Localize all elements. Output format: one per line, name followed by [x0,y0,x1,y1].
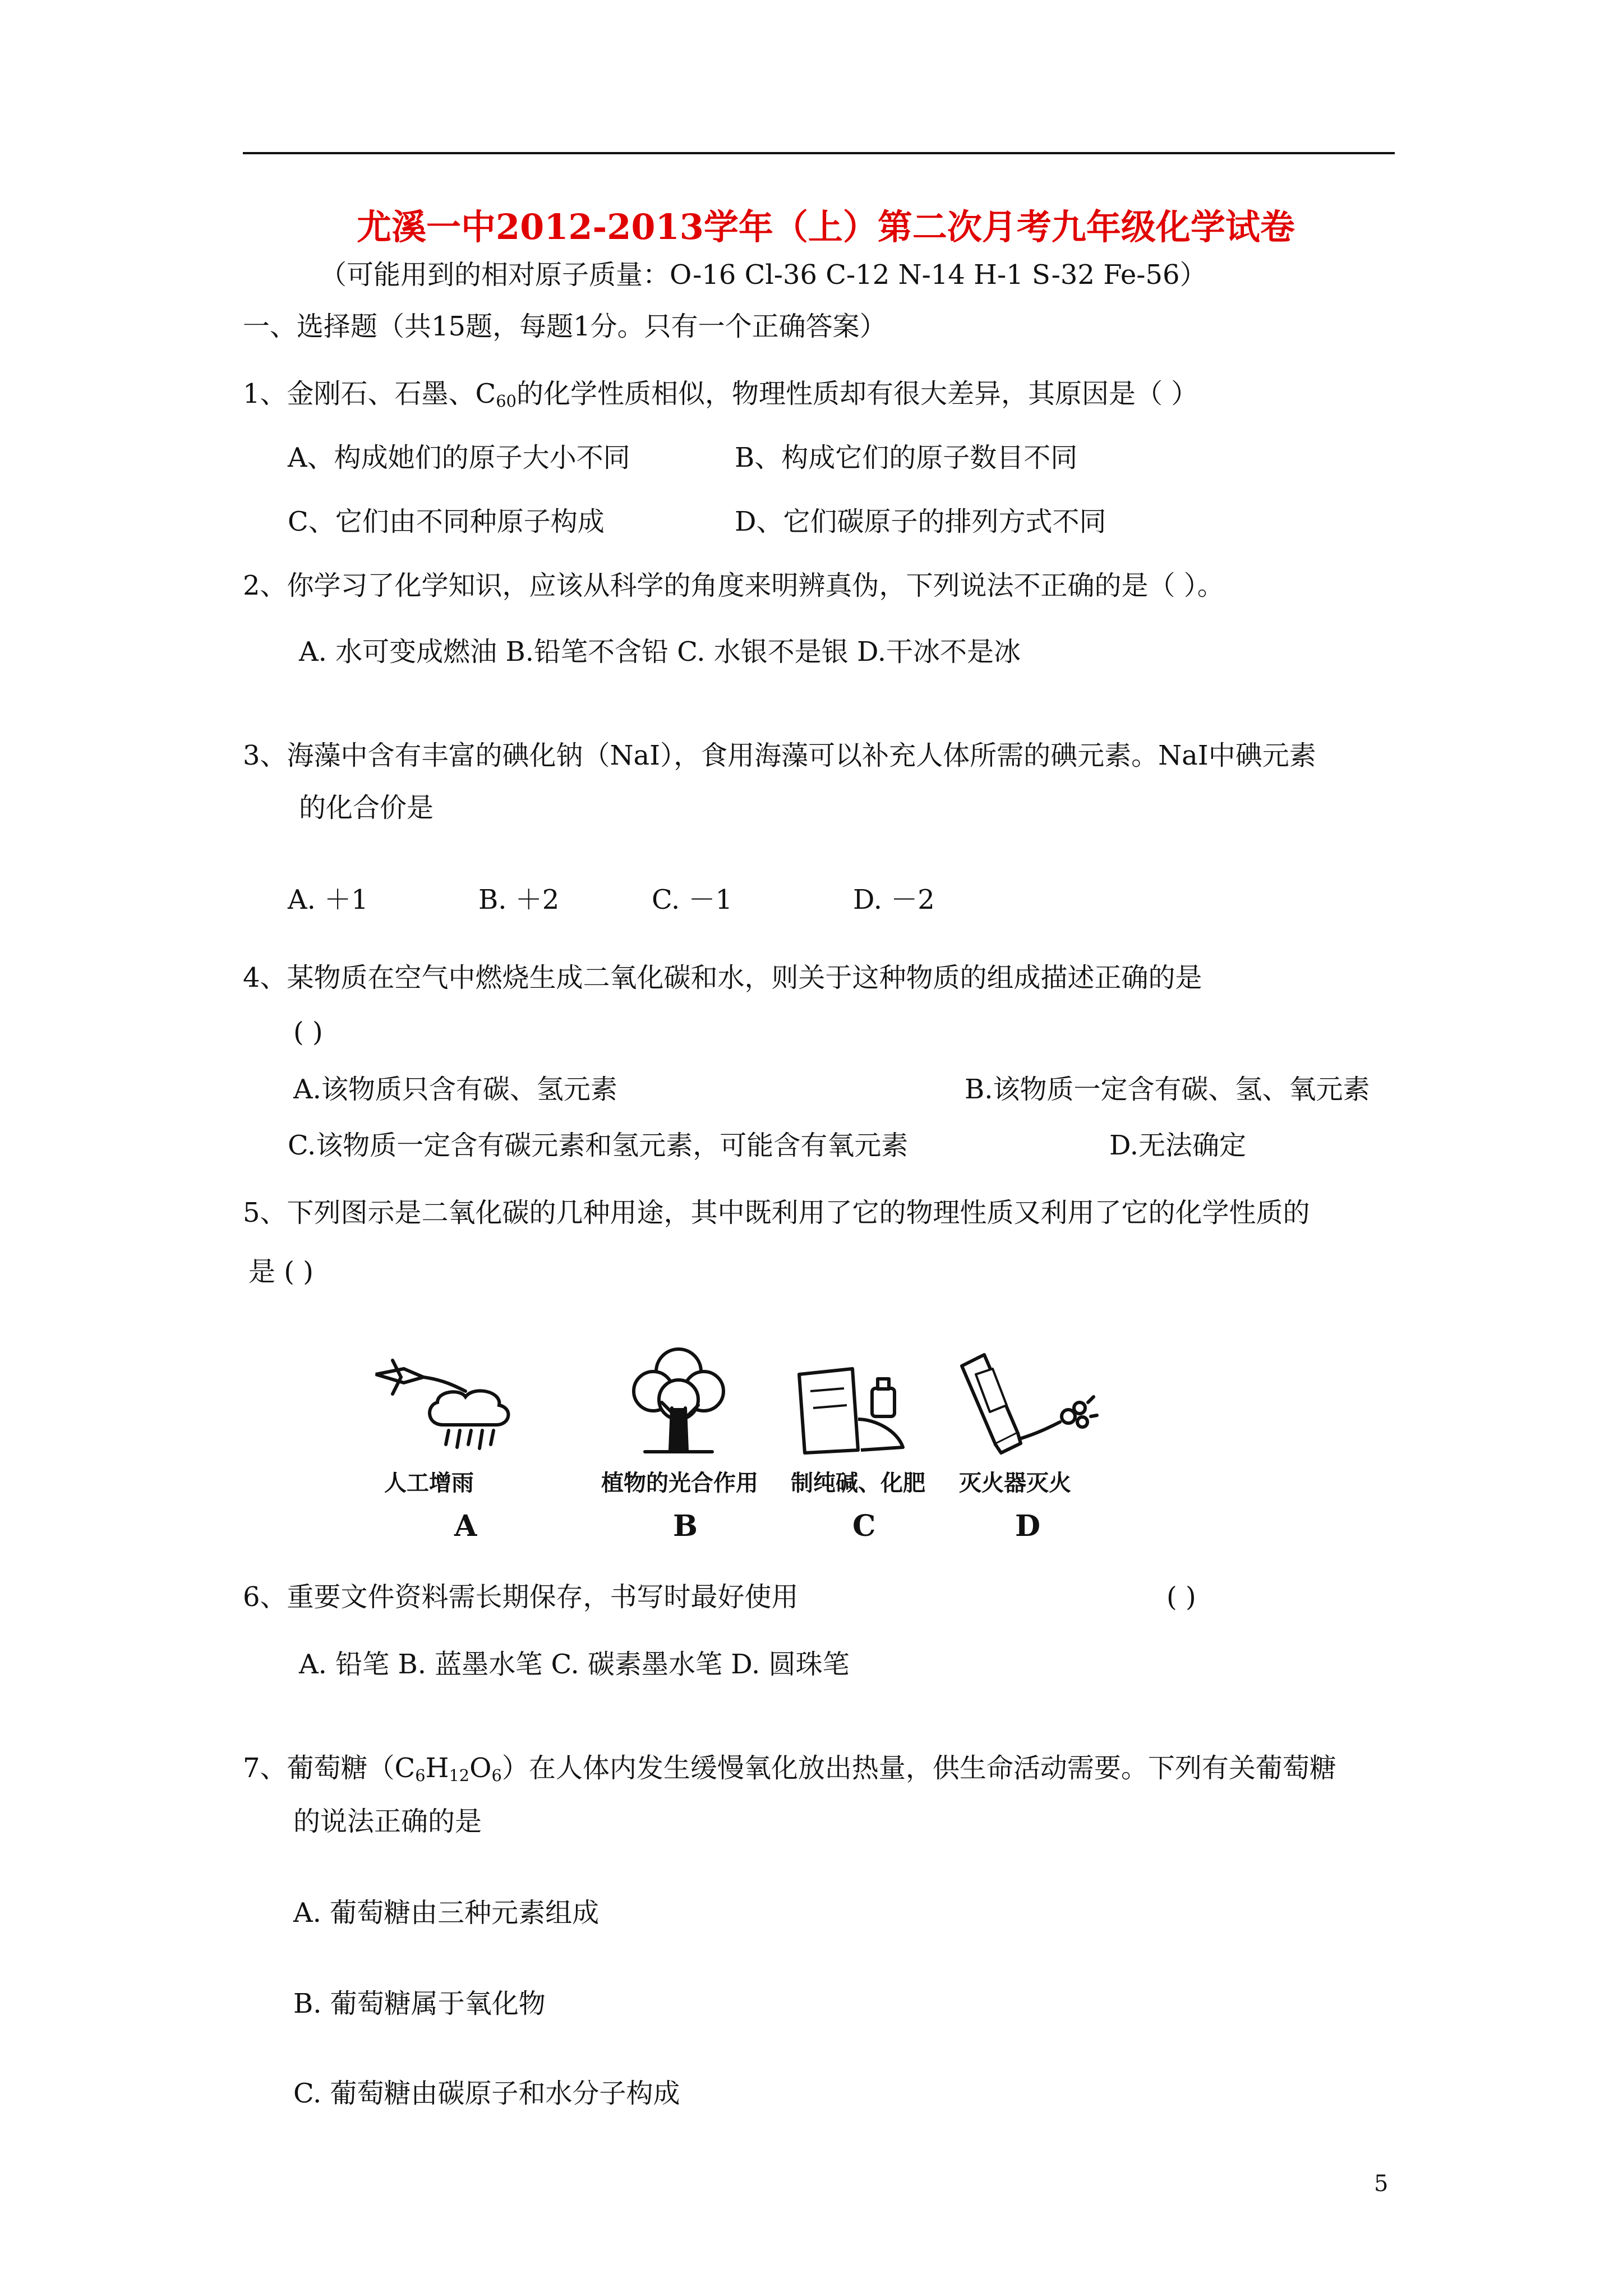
co2-uses-figure [359,1341,1144,1565]
page-number: 5 [1374,2171,1389,2197]
q6-answer-paren: ( ) [1166,1581,1196,1613]
tree-icon [623,1341,735,1456]
figure-label-c: 制纯碱、化肥 [791,1470,925,1496]
q3-stem-line2: 的化合价是 [299,792,434,823]
q5-stem-line2: 是 ( ) [248,1256,313,1287]
q3-option-b: B. ＋2 [478,884,560,915]
figure-label-b: 植物的光合作用 [601,1470,758,1496]
q4-stem-line1: 4、某物质在空气中燃烧生成二氧化碳和水，则关于这种物质的组成描述正确的是 [243,962,1202,993]
figure-letter-b: B [673,1509,698,1543]
q6-options: A. 铅笔 B. 蓝墨水笔 C. 碳素墨水笔 D. 圆珠笔 [299,1649,850,1680]
q3-option-d: D. －2 [853,884,935,915]
q5-stem-line1: 5、下列图示是二氧化碳的几种用途，其中既利用了它的物理性质又利用了它的化学性质的 [243,1197,1310,1228]
q4-option-b: B.该物质一定含有碳、氢、氧元素 [965,1074,1370,1105]
q7-option-a: A. 葡萄糖由三种元素组成 [293,1897,600,1929]
q3-stem-line1: 3、海藻中含有丰富的碘化钠（NaI），食用海藻可以补充人体所需的碘元素。NaI中碘元素 [243,740,1316,771]
q2-options: A. 水可变成燃油 B.铅笔不含铅 C. 水银不是银 D.干冰不是冰 [299,636,1021,668]
q1-option-a: A、构成她们的原子大小不同 [288,442,630,473]
q2-stem: 2、你学习了化学知识，应该从科学的角度来明辨真伪，下列说法不正确的是（ ）。 [243,570,1224,601]
q4-option-c: C.该物质一定含有碳元素和氢元素，可能含有氧元素 [288,1130,909,1161]
section-heading: 一、选择题（共15题，每题1分。只有一个正确答案） [243,311,887,342]
figure-letter-c: C [852,1509,876,1543]
q1-option-d: D、它们碳原子的排列方式不同 [735,506,1106,537]
q6-stem: 6、重要文件资料需长期保存，书写时最好使用 [243,1581,799,1613]
q7-stem-line2: 的说法正确的是 [293,1806,482,1837]
figure-letter-a: A [454,1509,477,1543]
q4-stem-line2: ( ) [293,1016,323,1048]
figure-label-d: 灭火器灭火 [959,1470,1071,1496]
header-rule [243,152,1395,154]
q7-option-c: C. 葡萄糖由碳原子和水分子构成 [293,2078,680,2109]
q1-option-c: C、它们由不同种原子构成 [288,506,605,537]
fire-extinguisher-icon [953,1349,1099,1458]
q7-option-b: B. 葡萄糖属于氧化物 [293,1988,546,2019]
q7-stem-line1: 7、葡萄糖$(C_6H_{12}O_6)$在人体内发生缓慢氧化放出热量，供生命活动需要。下列有关葡萄糖 [243,1752,1336,1786]
q3-option-c: C. －1 [652,884,733,915]
q3-option-a: A. ＋1 [288,884,368,915]
figure-label-a: 人工增雨 [384,1470,474,1496]
atomic-masses-note: （可能用到的相对原子质量：O-16 Cl-36 C-12 N-14 H-1 S-32 Fe-56） [320,259,1207,291]
plane-cloud-icon [370,1352,522,1453]
q1-stem: 1、金刚石、石墨、$C_{60}$的化学性质相似，物理性质却有很大差异，其原因是（ ） [243,378,1198,411]
q4-option-a: A.该物质只含有碳、氢元素 [293,1074,617,1105]
exam-title: 尤溪一中2012-2013学年（上）第二次月考九年级化学试卷 [357,206,1295,247]
figure-letter-d: D [1015,1509,1041,1543]
q4-option-d: D.无法确定 [1109,1130,1247,1161]
fertilizer-bag-icon [791,1363,909,1456]
q1-option-b: B、构成它们的原子数目不同 [735,442,1078,473]
